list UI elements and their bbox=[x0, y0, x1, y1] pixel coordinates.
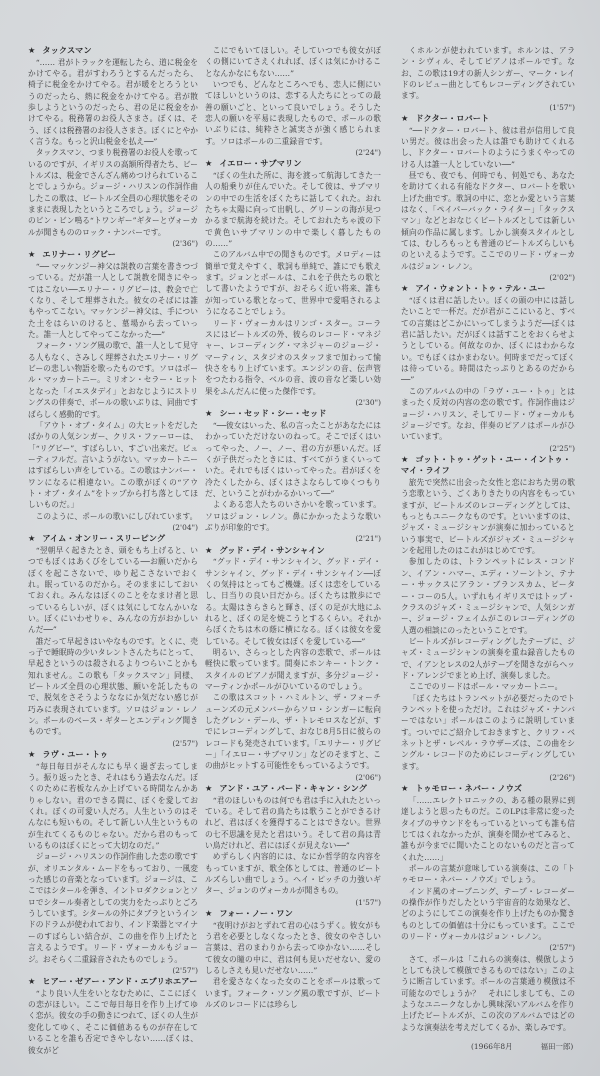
song-title bbox=[205, 158, 381, 170]
song-duration: (2'36") bbox=[172, 239, 198, 249]
song-duration: (2'25") bbox=[549, 443, 575, 453]
body-paragraph: こにでもいてほしい。そしていつでも彼女がぼくの側にいてさえくれれば、ぼくは気にかけることなんかなにもない……” bbox=[205, 46, 381, 78]
body-paragraph: この歌はスコット・ハミルトン、ザ・フォーチューンズの元メンバーからソロ・シンガーに転向したグレン・デール、ザ・トレモロスなどが、すでにレコーディングして、おなじ8月5日に彼らのレコードも発売されています。「エリナー・リグビー」「イエロー・サブマリン」などのそますと、この曲がヒットする可能性をもっているようです。 bbox=[205, 693, 381, 771]
signature bbox=[401, 1041, 575, 1052]
body-paragraph: “君のほしいものは何でも君は手に入れたといっている。そして君の鳥たちは歌うことができるけれど、君はぼくを獲得することはできない。世界の七不思議を見たと君はいう。そして君の鳥は青い鳥だけれど、君にはぼくが見えない──” bbox=[205, 795, 381, 851]
song-title bbox=[28, 976, 198, 988]
star-icon: ★ bbox=[401, 283, 409, 294]
body-paragraph: タックスマン、つまり税務署のお役人を歌っているのですが、イギリスの高額所得者たち、ビートルズは、税金でさんざん痛めつけられていることでしょうから。ジョージ・ハリスンの作詞作曲したこの歌は、ビートルズ全員の心理状態をそのままに表現したというところでしょう。ジョージのビン・ビン鳴る“トワンギー”ギターとヴォーカルが聞きもののロック・ナンバーです。 bbox=[28, 148, 198, 237]
song-section bbox=[205, 545, 381, 783]
song-section bbox=[401, 45, 575, 113]
body-paragraph: “グッド・デイ・サンシャイン、グッド・デイ・サンシャイン、グッド・デイ・サンシャイン──ぼくの気持はとってもご機嫌。ぼくは恋をしているし、日当りの良い日だから。ぼくたちは散歩にでる。太陽はきらきらと輝き、ぼくの足が大地にふれると、ぼくの足を焼こうとするくらい。それからぼくたちは木の蔭に横になる。ぼくは彼女を愛している。そして彼女はぼくを愛している──” bbox=[205, 557, 381, 646]
song-title bbox=[205, 545, 381, 557]
song-title bbox=[28, 45, 198, 57]
song-section bbox=[205, 908, 381, 1010]
star-icon: ★ bbox=[205, 908, 213, 919]
body-paragraph: このアルバムの中の「ラヴ・ユー・トゥ」とはまったく反対の内容の恋の歌です。作詞作曲はジョージ・ハリスン、そしてリード・ヴォーカルもジョージです。なお、伴奏のピアノはポールがひいています。 bbox=[401, 386, 575, 442]
body-paragraph: このように、ポールの歌いにしびれています。 bbox=[35, 511, 198, 521]
column-2 bbox=[205, 45, 381, 1010]
body-paragraph: 「ぼくたちはトランペットが必要だったのでトランペットを使っただけ。これはジャズ・ナンバーではない」ポールはこのように説明しています。ついでにご紹介しておきますと、クリフ・ベネットとザ・レベル・ラウザーズは、この曲をシングル・レコードのためにレコーディングしています。 bbox=[401, 693, 575, 771]
signature-author: 福田一郎) bbox=[540, 1042, 574, 1052]
body-paragraph: よくある恋人たちのいさかいを歌っています。ソロはジョン・レノン。鼻にかかったような歌いぶりが印象的です。 bbox=[205, 500, 381, 532]
song-duration: (1'57") bbox=[355, 897, 381, 907]
song-title bbox=[205, 408, 381, 420]
song-title-text: ヒアー・ゼアー・アンド・エブリホエアー bbox=[42, 976, 198, 987]
signature-date: (1966年8月 bbox=[471, 1042, 513, 1052]
song-section bbox=[205, 783, 381, 908]
song-section bbox=[205, 45, 381, 158]
song-title-text: ドクター・ロバート bbox=[415, 113, 490, 124]
song-section bbox=[28, 249, 198, 533]
song-duration: (1'57") bbox=[549, 102, 575, 112]
star-icon: ★ bbox=[205, 544, 213, 555]
song-duration: (2'04") bbox=[172, 522, 198, 532]
song-section bbox=[401, 283, 575, 453]
column-3 bbox=[401, 45, 575, 1052]
body-paragraph: このアルバム中での聞きものです。メロディーは簡単で覚えやすく、歌詞も単純で、誰にでも歌えます。ジョンとポールは、これを子供たちの歌として書いたようですが、おそらく近い将来、誰もが知っている歌となって、世界中で愛唱されるようになることでしょう。 bbox=[205, 250, 381, 317]
song-section bbox=[28, 749, 198, 976]
song-title-text: タックスマン bbox=[42, 45, 92, 55]
song-title-text: イエロー・サブマリン bbox=[219, 158, 302, 169]
body-paragraph: 誰だって早起きはいやなものです。とくに、売っ子で睡眠時の少いタレントさんたちにとって、早起きというのは殺されるよりつらいことかも知れません。この歌も「タックスマン」同様、ビートルズ全員の心理状態、願いを託したもので、脱気をさそうようななにか気だない感じが巧みに表現されています。ソロはジョン・レノン。ポールのベース・ギターとエンディング聞きものです。 bbox=[28, 636, 198, 737]
body-paragraph: 昼でも、夜でも、何時でも、何処でも、あなたを助けてくれる有能なドクター、ロバートを歌い上げた曲です。歌詞の中に、恋とか愛という言葉はなく、「ペイパーバック・ライター」「タックスマン」などとおなじくビートルズとしては新しい傾向の作品に属します。しかし演奏スタイルとしては、むしろもっとも普通のビートルズらしいものといえるようです。ここでのリード・ヴォーカルはジョン・レノン。 bbox=[401, 171, 575, 271]
song-duration: (2'57") bbox=[172, 738, 198, 748]
song-duration: (2'57") bbox=[172, 965, 198, 975]
star-icon: ★ bbox=[205, 783, 213, 794]
song-section bbox=[28, 976, 198, 1056]
body-paragraph: 「アウト・オブ・タイム」の大ヒットをだしたばかりの人気シンガー、クリス・ファーローは、「“リグビー”、すばらしい、すごい出来だ。ビューティフルだ。言いようがない。マッカートニーはすばらしい声をしている。この歌はナンバー・ワンになるに相違ない。この歌がぼくの“アウト・オブ・タイム”をトップから打ち落としてほしいものだ。」 bbox=[28, 420, 198, 510]
song-duration: (2'02") bbox=[549, 273, 575, 283]
song-section bbox=[205, 158, 381, 408]
song-duration: (2'06") bbox=[355, 772, 381, 782]
body-paragraph: ポールの言葉が意味している演奏は、この「トゥモロー・ネバー・ノウズ」でしょう。 bbox=[401, 864, 575, 885]
star-icon: ★ bbox=[401, 113, 409, 124]
body-paragraph: いつでも、どんなところへでも、恋人に側にいてほしいというのは、恋する人たちにとっての最善の願いごと、といって良いでしょう。そうした恋人の願いを平易に表現したもので、ポールの歌いぶりには、純粋さと誠実さが強く感じられます。ソロはポールの二重録音です。 bbox=[205, 80, 381, 146]
song-title-text: エリナー・リグビー bbox=[42, 249, 116, 260]
star-icon: ★ bbox=[401, 453, 409, 464]
body-paragraph: “翌朝早く起きたとき、頭をもち上げると、いつでもぼくはあくびをしている──お願いだからぼくを起こさないで、ゆり起こさないでおくれ。眠っているのだから。そのままにしておいておくれ。みんなはぼくのことをなまけ者と思っているらしいが、ぼくは気にしてなんかいない。ぼくにいわせりゃ、みんなの方がおかしいんだ──” bbox=[28, 545, 198, 635]
song-title bbox=[28, 533, 198, 545]
song-title bbox=[401, 113, 575, 125]
song-section bbox=[28, 533, 198, 749]
song-title-text: グッド・デイ・サンシャイン bbox=[219, 544, 325, 555]
body-paragraph: “…… 君がトラックを運転したら、道に税金をかけてやる。君がすわろうとするんだったら、椅子に税金をかけてやる。君が暖をとろうというのだったら、熱に税金をかけてやる。君が散歩しようというのだったら、君の足に税金をかけてやる。税務署のお役人さまさ。ぼくは、そう、ぼくは税務署のお役人さまさ。ぼくにとやかく言うな。もっと沢山税金を払え──” bbox=[28, 57, 198, 146]
star-icon: ★ bbox=[28, 749, 36, 760]
song-section bbox=[401, 954, 575, 1033]
song-section bbox=[401, 113, 575, 283]
star-icon: ★ bbox=[205, 408, 213, 419]
body-paragraph: 君を愛さなくなった女のことをポールは歌っています。フォーク・ソング風の歌ですが、ビートルズのレコードには珍らし bbox=[205, 977, 381, 1010]
body-paragraph: 「……エレクトロニックの、ある種の限界に到達しようと思ったものだ。このLPは非常に変ったタイプのサウンドをもっているといっても誰も信じてはくれなかったが、演奏を聞かせてみると、誰もが今までに聞いたことのないものだと言ってくれた……」 bbox=[401, 795, 575, 862]
song-duration: (2'57") bbox=[549, 943, 575, 953]
body-paragraph: “── マッケンジー神父は説教の言葉を書きつづっている。だが誰一人として説教を聞きにやってはこない──エリナー・リグビーは、教会で亡くなり、そして埋葬された。彼女のそばには誰もやってこない。マッケンジー神父は、手についた土をはらいのけると、墓場から去っていった。誰一人としてやってこなかった──” bbox=[28, 262, 198, 340]
song-title-text: アイム・オンリー・スリーピング bbox=[42, 533, 166, 544]
song-title-text: アンド・ユア・バード・キャン・シング bbox=[219, 783, 367, 794]
song-title bbox=[28, 249, 198, 261]
song-title-text: トゥモロー・ネバー・ノウズ bbox=[415, 783, 522, 794]
song-title bbox=[205, 908, 381, 920]
song-title bbox=[401, 454, 575, 477]
song-title-text: アイ・ウォント・トゥ・テル・ユー bbox=[415, 283, 546, 294]
song-section bbox=[28, 45, 198, 249]
star-icon: ★ bbox=[28, 976, 36, 987]
body-paragraph: “ぼくは君に話したい。ぼくの頭の中には話したいことで一杯だ。だが君がここにいると、すべての言葉はどこかにいってしまうようだ──ぼくは君に話したい。だがぼくは話すことをおくらせようとしている。何故なのか、ぼくにはわからない。でもぼくはかまわない。何時までだってぼくは待っている。時間はたっぷりとあるのだから──” bbox=[401, 296, 575, 385]
song-title-text: フォー・ノー・ワン bbox=[219, 908, 293, 919]
song-duration: (2'26") bbox=[549, 773, 575, 782]
song-title-text: ゴット・トゥ・ゲット・ユー・イントゥ・マイ・ライフ bbox=[401, 453, 572, 476]
body-paragraph: 明るい、さらっとした内容の恋歌で、ポールは軽快に歌っています。間奏にホンキー・トンク・スタイルのピアノが聞えますが、多分ジョージ・マーティンかポールがひいているのでしょう。 bbox=[205, 647, 381, 691]
song-title-text: シー・セッド・シー・セッド bbox=[219, 408, 327, 419]
body-paragraph: さて、ポールは「これらの演奏は、模倣しようとしても決して模倣できるものではない」このように断言しています。ポールの言葉通り模倣は不可能なのでしょうか？ それにしましても、このようなユニークなしかし興味深いアルバムを作り上げたビートルズが、この次のアルバムではどのような演奏法を考えだしてくるか、楽しみです。 bbox=[401, 954, 575, 1032]
star-icon: ★ bbox=[28, 533, 36, 544]
body-paragraph: くホルンが使われています。ホルンは、アラン・シヴィル、そしてピアノはポールです。なお、この歌は19才の新人シンガー、マーク・レイドのレビュー曲としてもレコーディングされています。 bbox=[401, 46, 575, 101]
body-paragraph: インド風のオープニング、テープ・レコーダーの操作が作りだしたという宇宙音的な効果など、どのようにしてこの演奏を作り上げたものか驚きものとしての価値は十分にもっています。ここでのリード・ヴォーカルはジョン・レノン。 bbox=[401, 886, 575, 942]
star-icon: ★ bbox=[28, 249, 36, 260]
song-title bbox=[401, 783, 575, 795]
body-paragraph: “──彼女はいった、私の言ったことがあなたにはわかっていただけないのねって。そこでぼくはいってやった、ノー、ノー、君の方が悪いんだ。ぼくが子供だったときには、すべてがうまくいっていた。それでもぼくはいってやった。君がぼくを冷たくしたから、ぼくはさよならしてゆくつもりだ、ということがわかるかいって──” bbox=[205, 420, 381, 498]
column-1 bbox=[28, 45, 198, 1056]
star-icon: ★ bbox=[28, 45, 36, 55]
body-paragraph: “より良い人生をいとなむために、ここにぼくの恋がほしい。ここで毎日毎日を作り上げてゆく恋が。彼女の手の動きにつれて、ぼくの人生が変化してゆく、そこに価値あるものが存在していることを誰も否定できやしない……ぼくは、彼女がど bbox=[28, 988, 198, 1055]
body-paragraph: “毎日毎日がそんなにも早く過ぎ去ってしまう。振り返ったとき、それはもう過去なんだ。ぼくのために若板なんか上げている時間なんかありゃしない。君のできる間に、ぼくを愛しておくれ。ぼくの可愛い人だろ。人生というのはそんなにも短いもの。そして新しい人生というものが生れてくるものじゃない。だから君のもっているものはぼくにとって大切なのだ。” bbox=[28, 761, 198, 851]
body-paragraph: “──ドクター・ロバート、彼は君が信用して良い男だ。彼は出会った人は誰でも助けてくれるし、ドクター・ロバートのようにうまくやってのける人は誰一人としていない──” bbox=[401, 125, 575, 169]
body-paragraph: “夜明けがおとずれて君の心はうずく。彼女がもう君を必要としなくなったとき、彼女のやさしい言葉は、君のまわりから去ってゆかない……そして彼女の瞳の中に、君は何も見いだせない、愛のしるしさえも見いだせない……” bbox=[205, 920, 381, 976]
song-duration: (2'30") bbox=[355, 397, 381, 407]
star-icon: ★ bbox=[205, 158, 213, 169]
body-paragraph: フォーク・ソング風の歌で、誰一人として見守る人もなく、さみしく埋葬されたエリナー・リグビーの悲しい物語を歌ったものです。ソロはポール・マッカートニー。ミリオン・セラー・ヒットとなった「イエスタデイ」とおなじようにストリングスの伴奏で、ポールの歌いぶりは、同曲ですばらしく感動的です。 bbox=[28, 341, 198, 419]
body-paragraph: めずらしく内容的には、なにか哲学的な内容をもっていますが、歌全体としては、普通のビートルズらしい曲でしょう。ヘイ・ピッチの力強いギター、ジョンのヴォーカルが聞きもの。 bbox=[205, 852, 381, 896]
song-duration: (2'21") bbox=[355, 534, 381, 544]
star-icon: ★ bbox=[401, 783, 409, 794]
body-paragraph: ここでのリードはポール・マッカートニー。 bbox=[408, 682, 563, 692]
song-title bbox=[28, 749, 198, 761]
body-paragraph: リード・ヴォーカルはリンゴ・スター。コーラスにはビートルズの外、彼らのレコード・マネジャー、レコーディング・マネジャーのジョージ・マーティン、スタジオのスタッフまで加わって愉快さをもり上げています。エンジンの音、伝声管をつたわる指令、ベルの音、波の音など楽しい効果をふんだんに使った傑作です。 bbox=[205, 318, 381, 396]
song-section bbox=[401, 454, 575, 783]
song-title bbox=[401, 283, 575, 295]
body-paragraph: 旅先で突然に出会った女性と恋におちた男の歌う恋歌という、ごくありきたりの内容をもっていますが、ビートルズのレコーディングとしては、もっともユニークなものです。といいますのは、ジャズ・ミュージシャンが演奏に加わっているという事実で、ビートルズがジャズ・ミュージシャンを起用したのはこれがはじめてです。 bbox=[401, 478, 575, 556]
song-title-text: ラヴ・ユー・トゥ bbox=[42, 749, 109, 760]
song-section bbox=[401, 783, 575, 953]
body-paragraph: ビートルズがレコーディングしたテープに、ジャズ・ミュージシャンの演奏を重ね録音したもので、イアンとレスの2人がテープを聞きながらヘッド・アレンジでまとめ上げ、演奏しました。 bbox=[401, 636, 575, 680]
song-duration: (2'24") bbox=[355, 148, 381, 158]
body-paragraph: 参加したのは、トランペットにレス・コンドン、イアン・ハマー、エディ・ソーントン、テナー・サックスにアラン・ブランスカム、ピーター・コーの5人。いずれもイギリスではトップ・クラスのジャズ・ミュージシャンで、人気シンガー、ジョージ・フェイムがこのレコーディングの人選の相談にのったということです。 bbox=[401, 557, 575, 635]
body-paragraph: ジョージ・ハリスンの作詞作曲した恋の歌ですが、オリエンタル・ムードをもっており、一風変った感じの音楽となっています。ジョージは、ここではシタールを弾き、イントロダクションとソロでシタール奏者としての実力をたっぷりとごろうしています。シタールの外にタブラというインドのドラムが使われており、インド楽器とマイナーのすばらしい結合が、この曲を作り上げたと言えるようです。リード・ヴォーカルもジョージ。おそらく二重録音されたものでしょう。 bbox=[28, 852, 198, 964]
song-title bbox=[205, 783, 381, 795]
song-section bbox=[205, 408, 381, 544]
body-paragraph: “ぼくの生れた所に、海を渡って航海してきた一人の船乗りが住んでいた。そして彼は、サブマリンの中での生活をぼくたちに話してくれた。おれたちゃ太陽に向って出帆し、グリーンの海が見つかるまで航海を続けた。そしておれたちゃ波の下で黄色いサブマリンの中で楽しく暮したものの……” bbox=[205, 171, 381, 249]
